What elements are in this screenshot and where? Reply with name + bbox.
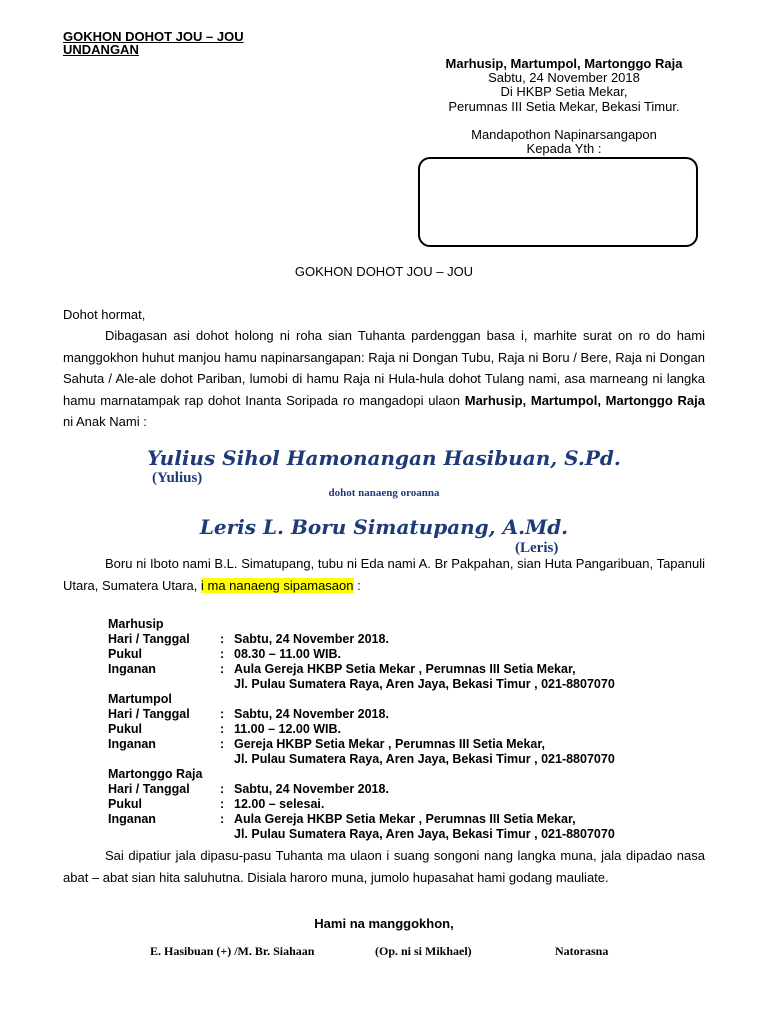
address-box — [418, 157, 698, 247]
schedule-event: Martumpol — [108, 692, 172, 706]
closing-text: Sai dipatiur jala dipasu-pasu Tuhanta ma ulaon i suang songoni nang langka muna, jala dipadao nasa abat – abat sian hita saluhutna. Disiala haroro muna, jumolo hupasahat hami godang mauliate. — [63, 848, 705, 885]
signature-third: Natorasna — [555, 944, 609, 958]
row-label: Pukul — [108, 722, 143, 736]
schedule-row — [108, 632, 615, 647]
highlighted-text: i ma nanaeng sipamasaon — [201, 577, 354, 593]
with-text: dohot nanaeng oroanna — [328, 487, 440, 499]
bride-nickname: (Leris) — [515, 540, 559, 556]
schedule-block — [108, 767, 615, 842]
greeting: Dohot hormat, — [63, 307, 146, 322]
schedule-row — [108, 722, 615, 737]
row-colon: : — [220, 812, 225, 826]
row-colon: : — [220, 707, 225, 721]
signature-op: (Op. ni si Mikhael) — [375, 944, 472, 958]
schedule-event: Marhusip — [108, 617, 164, 631]
row-value: Jl. Pulau Sumatera Raya, Aren Jaya, Bekasi Timur , 021-8807070 — [234, 827, 615, 841]
document-title: GOKHON DOHOT JOU – JOU — [63, 29, 244, 44]
row-value: Gereja HKBP Setia Mekar , Perumnas III Setia Mekar, — [234, 737, 546, 751]
schedule-row — [108, 797, 615, 812]
row-value: Sabtu, 24 November 2018. — [234, 632, 389, 646]
schedule-row — [108, 647, 615, 662]
row-value: Jl. Pulau Sumatera Raya, Aren Jaya, Bekasi Timur , 021-8807070 — [234, 677, 615, 691]
row-colon — [220, 677, 234, 692]
groom-nickname: (Yulius) — [152, 470, 203, 486]
event-meta — [420, 57, 708, 156]
row-label — [108, 827, 220, 842]
signature-heading: Hami na manggokhon, — [314, 916, 454, 931]
row-colon — [220, 752, 234, 767]
meta-to: Kepada Yth : — [526, 141, 602, 157]
signature-parents: E. Hasibuan (+) /M. Br. Siahaan — [150, 944, 315, 958]
intro-text: Dibagasan asi dohot holong ni roha sian Tuhanta pardenggan basa i, marhite surat on ro do hami manggokhon huhut manjou hamu napinarsangapan: Raja ni Dongan Tubu, Raja ni Boru / Bere, Raja ni Dongan Sahuta / Ale-ale dohot Pariban, lumobi di hamu Raja ni Hula-hula dohot Tulang nami, asa marneang ni langka hamu marnatampak rap dohot Inanta Soripada ro mangadopi ulaon — [63, 328, 705, 408]
schedule-row — [108, 782, 615, 797]
row-colon: : — [220, 782, 225, 796]
meta-place: Di HKBP Setia Mekar, — [500, 84, 628, 100]
row-colon: : — [220, 662, 225, 676]
schedule-row — [108, 752, 615, 767]
meta-area: Perumnas III Setia Mekar, Bekasi Timur. — [448, 98, 680, 114]
schedule-block — [108, 617, 615, 692]
row-value: Jl. Pulau Sumatera Raya, Aren Jaya, Bekasi Timur , 021-8807070 — [234, 752, 615, 766]
row-value: 11.00 – 12.00 WIB. — [234, 722, 342, 736]
bride-name: Leris L. Boru Simatupang, A.Md. — [199, 515, 569, 539]
row-label: Hari / Tanggal — [108, 707, 190, 721]
schedule-row — [108, 812, 615, 827]
row-label: Inganan — [108, 737, 156, 751]
bride-paragraph — [63, 553, 705, 596]
meta-date: Sabtu, 24 November 2018 — [488, 70, 640, 86]
letter-heading: GOKHON DOHOT JOU – JOU — [294, 264, 474, 279]
intro-paragraph — [63, 325, 705, 433]
row-value: Aula Gereja HKBP Setia Mekar , Perumnas III Setia Mekar, — [234, 662, 576, 676]
row-label: Inganan — [108, 812, 156, 826]
meta-addressed: Mandapothon Napinarsangapon — [471, 126, 657, 142]
closing-paragraph — [63, 845, 705, 888]
row-colon — [220, 827, 234, 842]
row-label: Hari / Tanggal — [108, 632, 190, 646]
row-label: Hari / Tanggal — [108, 782, 190, 796]
row-label: Pukul — [108, 797, 143, 811]
bride-tail: : — [353, 577, 361, 593]
bride-text: Boru ni Iboto nami B.L. Simatupang, tubu ni Eda nami A. Br Pakpahan, sian Huta Pangaribuan, Tapanuli Utara, Sumatera Utara, — [63, 556, 705, 593]
row-label: Inganan — [108, 662, 156, 676]
row-colon: : — [220, 647, 225, 661]
schedule-event: Martonggo Raja — [108, 767, 203, 781]
row-colon: : — [220, 632, 225, 646]
schedule-row — [108, 677, 615, 692]
schedule — [108, 617, 615, 842]
row-value: 08.30 – 11.00 WIB. — [234, 647, 342, 661]
row-value: 12.00 – selesai. — [234, 797, 325, 811]
schedule-row — [108, 827, 615, 842]
row-colon: : — [220, 737, 225, 751]
row-label — [108, 677, 220, 692]
schedule-row — [108, 737, 615, 752]
row-colon: : — [220, 722, 225, 736]
meta-event: Marhusip, Martumpol, Martonggo Raja — [445, 56, 683, 71]
row-colon: : — [220, 797, 225, 811]
intro-tail: ni Anak Nami : — [63, 414, 147, 429]
schedule-row — [108, 662, 615, 677]
row-value: Sabtu, 24 November 2018. — [234, 707, 389, 721]
row-label — [108, 752, 220, 767]
intro-bold: Marhusip, Martumpol, Martonggo Raja — [464, 392, 705, 408]
schedule-row — [108, 707, 615, 722]
groom-name: Yulius Sihol Hamonangan Hasibuan, S.Pd. — [147, 446, 621, 470]
row-value: Aula Gereja HKBP Setia Mekar , Perumnas III Setia Mekar, — [234, 812, 576, 826]
row-label: Pukul — [108, 647, 143, 661]
document-subtitle: UNDANGAN — [63, 42, 139, 57]
schedule-block — [108, 692, 615, 767]
row-value: Sabtu, 24 November 2018. — [234, 782, 389, 796]
